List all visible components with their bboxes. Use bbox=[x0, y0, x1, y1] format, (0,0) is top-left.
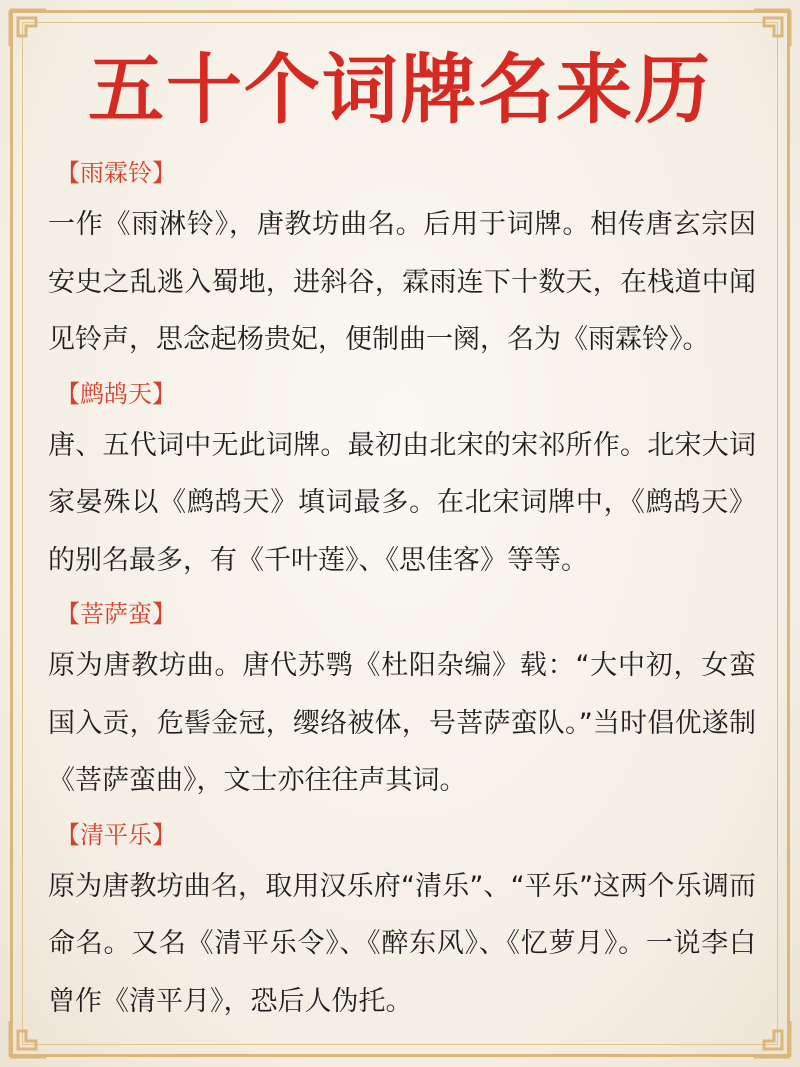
section-yulinling bbox=[48, 150, 756, 369]
section-heading: 【清平乐】 bbox=[56, 820, 176, 849]
section-paragraph: 一作《雨淋铃》，唐教坊曲名。后用于词牌。相传唐玄宗因安史之乱逃入蜀地，进斜谷，霖雨连下十数天，在栈道中闻见铃声，思念起杨贵妃，便制曲一阕，名为《雨霖铃》。 bbox=[48, 209, 756, 355]
section-paragraph: 唐、五代词中无此词牌。最初由北宋的宋祁所作。北宋大词家晏殊以《鹧鸪天》填词最多。在北宋词牌中，《鹧鸪天》的别名最多，有《千叶莲》、《思佳客》等等。 bbox=[48, 429, 756, 576]
section-qingpingyue bbox=[48, 812, 756, 1031]
section-paragraph: 原为唐教坊曲名，取用汉乐府“清乐”、“平乐”这两个乐调而命名。又名《清平乐令》、《醉东风》、《忆萝月》。一说李白曾作《清平月》，恐后人伪托。 bbox=[48, 870, 756, 1017]
page-title: 五十个词牌名来历 bbox=[88, 45, 712, 134]
article-body bbox=[48, 150, 756, 1032]
section-heading: 【菩萨蛮】 bbox=[56, 600, 176, 628]
section-paragraph: 原为唐教坊曲。唐代苏鹗《杜阳杂编》载：“大中初，女蛮国入贡，危髻金冠，缨络被体，号菩萨蛮队。”当时倡优遂制《菩萨蛮曲》，文士亦往往声其词。 bbox=[48, 650, 756, 796]
section-zhegutian bbox=[48, 371, 756, 590]
section-heading: 【鹧鸪天】 bbox=[56, 379, 176, 408]
section-heading: 【雨霖铃】 bbox=[56, 159, 176, 187]
section-pusaman bbox=[48, 591, 756, 810]
